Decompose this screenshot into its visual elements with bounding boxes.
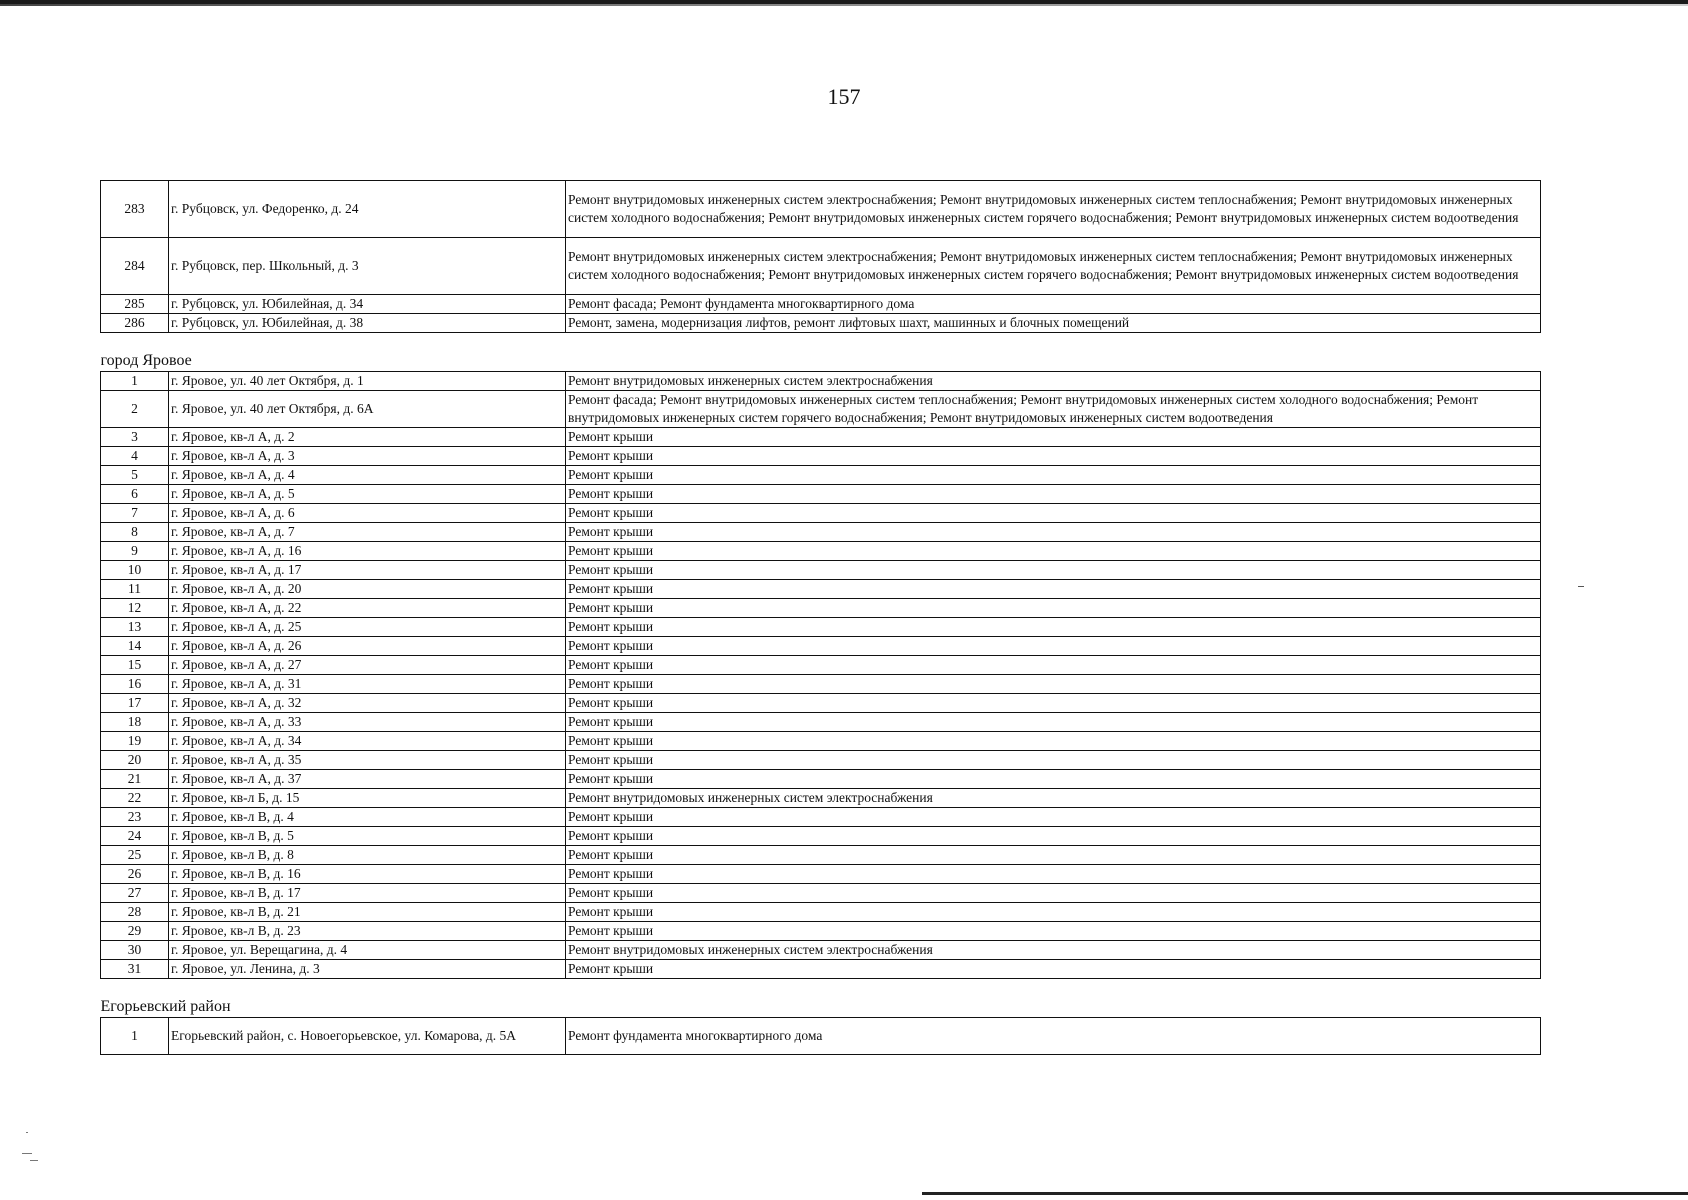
row-address: г. Рубцовск, пер. Школьный, д. 3 (169, 238, 566, 295)
row-work: Ремонт фундамента многоквартирного дома (566, 1018, 1541, 1055)
scan-edge-top-shadow (0, 4, 1688, 6)
row-work: Ремонт крыши (566, 428, 1541, 447)
row-address: Егорьевский район, с. Новоегорьевское, ул. Комарова, д. 5А (169, 1018, 566, 1055)
row-number: 12 (101, 599, 169, 618)
row-address: г. Яровое, кв-л А, д. 31 (169, 675, 566, 694)
row-work: Ремонт крыши (566, 732, 1541, 751)
row-work: Ремонт крыши (566, 884, 1541, 903)
row-address: г. Яровое, кв-л В, д. 23 (169, 922, 566, 941)
row-address: г. Яровое, кв-л А, д. 7 (169, 523, 566, 542)
table-row (101, 391, 1541, 428)
section-header-row (101, 979, 1541, 1018)
row-address: г. Рубцовск, ул. Юбилейная, д. 38 (169, 314, 566, 333)
row-number: 28 (101, 903, 169, 922)
row-address: г. Яровое, кв-л А, д. 37 (169, 770, 566, 789)
table-row (101, 1018, 1541, 1055)
repair-table-body (101, 181, 1541, 1055)
row-work: Ремонт внутридомовых инженерных систем электроснабжения (566, 789, 1541, 808)
row-address: г. Яровое, кв-л В, д. 8 (169, 846, 566, 865)
row-work: Ремонт крыши (566, 542, 1541, 561)
row-number: 1 (101, 372, 169, 391)
row-address: г. Яровое, кв-л А, д. 3 (169, 447, 566, 466)
row-address: г. Яровое, кв-л А, д. 2 (169, 428, 566, 447)
row-number: 14 (101, 637, 169, 656)
row-number: 6 (101, 485, 169, 504)
section-title: Егорьевский район (101, 979, 1541, 1018)
row-number: 22 (101, 789, 169, 808)
row-work: Ремонт крыши (566, 466, 1541, 485)
row-address: г. Яровое, кв-л А, д. 25 (169, 618, 566, 637)
table-row (101, 713, 1541, 732)
row-number: 25 (101, 846, 169, 865)
row-address: г. Яровое, кв-л А, д. 17 (169, 561, 566, 580)
row-address: г. Яровое, кв-л А, д. 6 (169, 504, 566, 523)
scan-edge-bottom (922, 1192, 1688, 1195)
row-number: 5 (101, 466, 169, 485)
table-row (101, 428, 1541, 447)
table-row (101, 504, 1541, 523)
scan-speck (30, 1160, 38, 1161)
row-work: Ремонт крыши (566, 751, 1541, 770)
row-work: Ремонт крыши (566, 561, 1541, 580)
section-title: город Яровое (101, 333, 1541, 372)
row-work: Ремонт крыши (566, 922, 1541, 941)
row-work: Ремонт крыши (566, 523, 1541, 542)
row-number: 11 (101, 580, 169, 599)
section-header-row (101, 333, 1541, 372)
row-address: г. Яровое, кв-л В, д. 4 (169, 808, 566, 827)
row-number: 31 (101, 960, 169, 979)
repair-table (100, 180, 1541, 1055)
table-row (101, 903, 1541, 922)
row-work: Ремонт крыши (566, 637, 1541, 656)
table-row (101, 732, 1541, 751)
row-number: 18 (101, 713, 169, 732)
table-row (101, 846, 1541, 865)
table-row (101, 694, 1541, 713)
repair-list (100, 180, 1540, 1055)
row-number: 1 (101, 1018, 169, 1055)
row-number: 27 (101, 884, 169, 903)
row-number: 3 (101, 428, 169, 447)
row-work: Ремонт крыши (566, 656, 1541, 675)
row-address: г. Яровое, ул. 40 лет Октября, д. 6А (169, 391, 566, 428)
table-row (101, 770, 1541, 789)
row-work: Ремонт крыши (566, 713, 1541, 732)
scan-speck (26, 1132, 28, 1133)
row-work: Ремонт крыши (566, 694, 1541, 713)
row-number: 16 (101, 675, 169, 694)
scan-speck (22, 1153, 32, 1154)
table-row (101, 751, 1541, 770)
row-address: г. Яровое, кв-л А, д. 5 (169, 485, 566, 504)
row-number: 10 (101, 561, 169, 580)
table-row (101, 485, 1541, 504)
row-address: г. Яровое, кв-л А, д. 33 (169, 713, 566, 732)
row-address: г. Яровое, кв-л Б, д. 15 (169, 789, 566, 808)
row-work: Ремонт внутридомовых инженерных систем электроснабжения (566, 372, 1541, 391)
row-work: Ремонт, замена, модернизация лифтов, ремонт лифтовых шахт, машинных и блочных помещений (566, 314, 1541, 333)
row-number: 19 (101, 732, 169, 751)
row-address: г. Рубцовск, ул. Юбилейная, д. 34 (169, 295, 566, 314)
row-work: Ремонт крыши (566, 504, 1541, 523)
table-row (101, 656, 1541, 675)
table-row (101, 789, 1541, 808)
row-work: Ремонт крыши (566, 599, 1541, 618)
row-work: Ремонт крыши (566, 846, 1541, 865)
table-row (101, 580, 1541, 599)
row-work: Ремонт крыши (566, 808, 1541, 827)
row-number: 285 (101, 295, 169, 314)
table-row (101, 561, 1541, 580)
row-address: г. Яровое, ул. 40 лет Октября, д. 1 (169, 372, 566, 391)
table-row (101, 960, 1541, 979)
table-row (101, 314, 1541, 333)
row-number: 4 (101, 447, 169, 466)
row-address: г. Рубцовск, ул. Федоренко, д. 24 (169, 181, 566, 238)
row-work: Ремонт крыши (566, 675, 1541, 694)
row-number: 21 (101, 770, 169, 789)
row-work: Ремонт крыши (566, 865, 1541, 884)
table-row (101, 675, 1541, 694)
row-number: 284 (101, 238, 169, 295)
row-number: 8 (101, 523, 169, 542)
table-row (101, 599, 1541, 618)
row-address: г. Яровое, кв-л А, д. 26 (169, 637, 566, 656)
scan-mark (1578, 586, 1584, 587)
row-address: г. Яровое, ул. Верещагина, д. 4 (169, 941, 566, 960)
row-number: 24 (101, 827, 169, 846)
row-address: г. Яровое, кв-л В, д. 17 (169, 884, 566, 903)
row-address: г. Яровое, кв-л А, д. 22 (169, 599, 566, 618)
row-address: г. Яровое, кв-л А, д. 27 (169, 656, 566, 675)
row-number: 9 (101, 542, 169, 561)
table-row (101, 637, 1541, 656)
row-address: г. Яровое, ул. Ленина, д. 3 (169, 960, 566, 979)
table-row (101, 238, 1541, 295)
row-work: Ремонт крыши (566, 903, 1541, 922)
row-address: г. Яровое, кв-л А, д. 34 (169, 732, 566, 751)
table-row (101, 295, 1541, 314)
row-number: 7 (101, 504, 169, 523)
table-row (101, 372, 1541, 391)
row-work: Ремонт крыши (566, 485, 1541, 504)
row-number: 13 (101, 618, 169, 637)
row-number: 23 (101, 808, 169, 827)
table-row (101, 884, 1541, 903)
row-number: 17 (101, 694, 169, 713)
row-number: 30 (101, 941, 169, 960)
row-work: Ремонт крыши (566, 618, 1541, 637)
table-row (101, 808, 1541, 827)
row-number: 26 (101, 865, 169, 884)
table-row (101, 618, 1541, 637)
row-work: Ремонт внутридомовых инженерных систем электроснабжения; Ремонт внутридомовых инженерных систем теплоснабжения; Ремонт внутридомовых инженерных систем холодного водоснабжения; Ремонт внутридомовых инженерных систем горячего водоснабжения; Ремонт внутридомовых инженерных систем водоотведения (566, 238, 1541, 295)
row-number: 2 (101, 391, 169, 428)
table-row (101, 922, 1541, 941)
table-row (101, 941, 1541, 960)
row-address: г. Яровое, кв-л А, д. 20 (169, 580, 566, 599)
table-row (101, 447, 1541, 466)
table-row (101, 466, 1541, 485)
row-address: г. Яровое, кв-л А, д. 32 (169, 694, 566, 713)
row-address: г. Яровое, кв-л В, д. 16 (169, 865, 566, 884)
row-address: г. Яровое, кв-л В, д. 5 (169, 827, 566, 846)
row-work: Ремонт крыши (566, 447, 1541, 466)
row-work: Ремонт крыши (566, 960, 1541, 979)
table-row (101, 181, 1541, 238)
row-work: Ремонт внутридомовых инженерных систем электроснабжения; Ремонт внутридомовых инженерных систем теплоснабжения; Ремонт внутридомовых инженерных систем холодного водоснабжения; Ремонт внутридомовых инженерных систем горячего водоснабжения; Ремонт внутридомовых инженерных систем водоотведения (566, 181, 1541, 238)
table-row (101, 523, 1541, 542)
row-number: 29 (101, 922, 169, 941)
table-row (101, 542, 1541, 561)
row-work: Ремонт фасада; Ремонт внутридомовых инженерных систем теплоснабжения; Ремонт внутридомовых инженерных систем холодного водоснабжения; Ремонт внутридомовых инженерных систем горячего водоснабжения; Ремонт внутридомовых инженерных систем водоотведения (566, 391, 1541, 428)
row-address: г. Яровое, кв-л А, д. 4 (169, 466, 566, 485)
row-work: Ремонт крыши (566, 827, 1541, 846)
row-address: г. Яровое, кв-л А, д. 35 (169, 751, 566, 770)
row-work: Ремонт внутридомовых инженерных систем электроснабжения (566, 941, 1541, 960)
row-work: Ремонт крыши (566, 580, 1541, 599)
row-work: Ремонт фасада; Ремонт фундамента многоквартирного дома (566, 295, 1541, 314)
row-number: 15 (101, 656, 169, 675)
row-address: г. Яровое, кв-л В, д. 21 (169, 903, 566, 922)
row-number: 20 (101, 751, 169, 770)
row-number: 286 (101, 314, 169, 333)
page-number: 157 (827, 84, 861, 109)
table-row (101, 827, 1541, 846)
table-row (101, 865, 1541, 884)
row-address: г. Яровое, кв-л А, д. 16 (169, 542, 566, 561)
row-number: 283 (101, 181, 169, 238)
row-work: Ремонт крыши (566, 770, 1541, 789)
